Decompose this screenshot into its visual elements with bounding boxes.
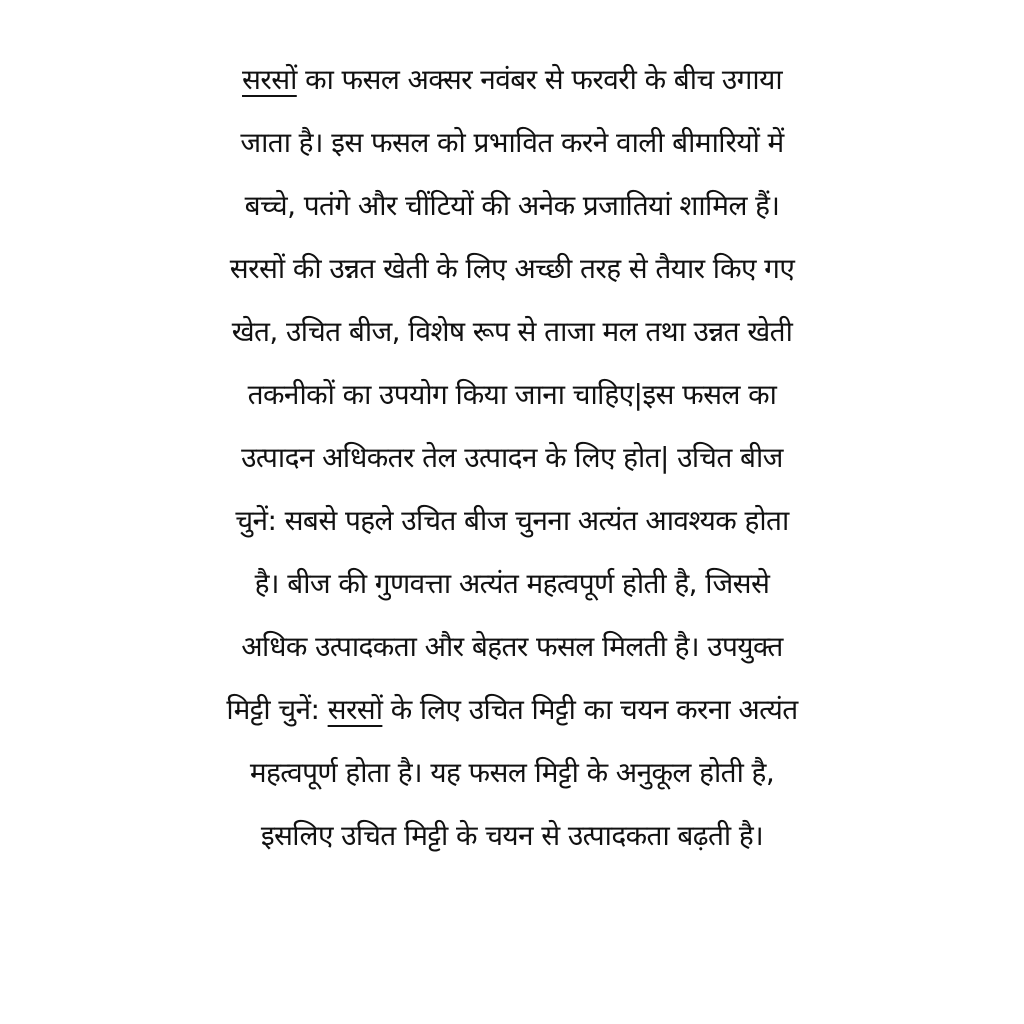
text-line-11 (0, 678, 1024, 741)
line-text: मिट्टी चुनें: (226, 693, 328, 726)
text-line-9 (0, 552, 1024, 615)
line-text: इसलिए उचित मिट्टी के चयन से उत्पादकता बढ़ती है। (260, 819, 764, 852)
line-text: तकनीकों का उपयोग किया जाना चाहिए|इस फसल का (247, 378, 777, 411)
line-text: खेत, उचित बीज, विशेष रूप से ताजा मल तथा उन्नत खेती (231, 315, 793, 348)
underlined-word: सरसों (327, 693, 383, 726)
line-text: अधिक उत्पादकता और बेहतर फसल मिलती है। उपयुक्त (241, 630, 783, 663)
line-text: उत्पादन अधिकतर तेल उत्पादन के लिए होत| उचित बीज (241, 441, 783, 474)
text-line-12 (0, 741, 1024, 804)
text-line-10 (0, 615, 1024, 678)
line-text: जाता है। इस फसल को प्रभावित करने वाली बीमारियों में (240, 126, 784, 159)
line-text: महत्वपूर्ण होता है। यह फसल मिट्टी के अनुकूल होती है, (249, 756, 775, 789)
text-line-1 (0, 48, 1024, 111)
text-line-7 (0, 426, 1024, 489)
document-body (0, 48, 1024, 867)
text-line-4 (0, 237, 1024, 300)
line-text: सरसों की उन्नत खेती के लिए अच्छी तरह से तैयार किए गए (229, 252, 795, 285)
text-line-5 (0, 300, 1024, 363)
line-text: का फसल अक्सर नवंबर से फरवरी के बीच उगाया (296, 63, 782, 96)
text-line-3 (0, 174, 1024, 237)
line-text: बच्चे, पतंगे और चींटियों की अनेक प्रजातियां शामिल हैं। (244, 189, 780, 222)
text-line-6 (0, 363, 1024, 426)
text-line-13 (0, 804, 1024, 867)
text-line-8 (0, 489, 1024, 552)
line-text: है। बीज की गुणवत्ता अत्यंत महत्वपूर्ण होती है, जिससे (254, 567, 770, 600)
underlined-word: सरसों (242, 63, 297, 96)
text-line-2 (0, 111, 1024, 174)
line-text: चुनें: सबसे पहले उचित बीज चुनना अत्यंत आवश्यक होता (235, 504, 789, 537)
line-text: के लिए उचित मिट्टी का चयन करना अत्यंत (382, 693, 798, 726)
